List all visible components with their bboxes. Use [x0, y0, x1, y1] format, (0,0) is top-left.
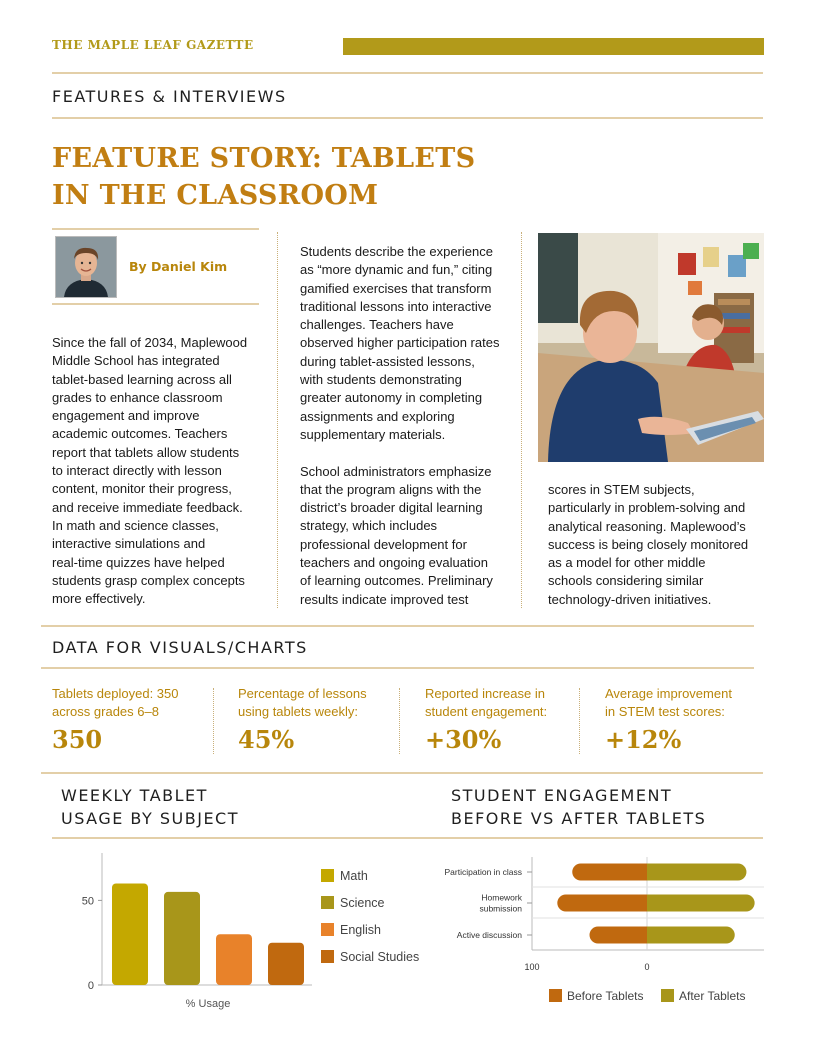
text-line: grades to enhance classroom	[52, 389, 223, 405]
text-line: observed higher participation rates	[300, 335, 500, 351]
stat-label: student engagement:	[425, 704, 548, 719]
bar-before	[639, 864, 647, 881]
bar-after	[647, 927, 655, 944]
text-line: and receive immediate feedback.	[52, 499, 243, 515]
text-line: professional development for	[300, 536, 467, 552]
text-line: technology-driven initiatives.	[548, 591, 712, 607]
text-line: Students describe the experience	[300, 244, 493, 259]
divider	[52, 72, 763, 74]
y-tick-label: 50	[81, 895, 94, 908]
legend-label: Social Studies	[340, 950, 420, 964]
text-line: as a model for other middle	[548, 555, 706, 571]
stat-card	[425, 685, 585, 754]
legend-swatch	[549, 989, 562, 1002]
divider	[52, 837, 763, 839]
category-label: Active discussion	[456, 930, 522, 940]
text-line: gamified exercises that transform	[300, 280, 492, 296]
x-axis-label: % Usage	[185, 998, 231, 1010]
bar-after	[647, 927, 735, 944]
headline	[52, 140, 475, 214]
stat-card	[605, 685, 765, 754]
stat-value: 45%	[238, 725, 295, 754]
chart-title	[61, 784, 239, 830]
text-line: during tablet-assisted lessons,	[300, 353, 475, 369]
x-tick-label: 0	[644, 962, 650, 972]
text-line: more effectively.	[52, 591, 146, 607]
text-line: academic outcomes. Teachers	[52, 426, 228, 442]
text-line: schools considering similar	[548, 573, 704, 589]
article-column-1	[52, 334, 267, 608]
category-label: Homework	[481, 892, 522, 903]
masthead: THE MAPLE LEAF GAZETTE	[52, 38, 254, 52]
text-line: School administrators emphasize	[300, 463, 492, 479]
article-column-2	[300, 243, 515, 609]
category-label: submission	[479, 903, 522, 914]
bar-after	[647, 895, 755, 912]
bar-after	[647, 895, 655, 912]
paragraph	[300, 463, 515, 609]
text-line: strategy, which includes	[300, 518, 438, 534]
bar-before	[639, 895, 647, 912]
text-line: results indicate improved test	[300, 591, 469, 607]
text-line: traditional lessons into interactive	[300, 298, 492, 314]
category-label: Participation in class	[444, 867, 522, 877]
divider	[41, 625, 754, 627]
stat-label: using tablets weekly:	[238, 704, 358, 719]
text-line: tablet-based learning across all	[52, 371, 232, 387]
bar	[112, 883, 148, 985]
divider	[52, 117, 763, 119]
text-line: greater autonomy in completing	[300, 390, 483, 406]
divider	[52, 228, 259, 230]
headline-line: FEATURE STORY: TABLETS	[52, 143, 476, 174]
y-tick-label: 0	[87, 980, 94, 992]
byline: By Daniel Kim	[129, 259, 228, 274]
section-label: FEATURES & INTERVIEWS	[52, 87, 287, 106]
bar-before	[572, 864, 647, 881]
chart-title-line: WEEKLY TABLET	[61, 786, 208, 805]
stat-label: Average improvement	[605, 686, 732, 701]
bar-after	[647, 864, 655, 881]
bar-before	[557, 895, 647, 912]
stat-label: across grades 6–8	[52, 704, 159, 719]
text-line: students grasp complex concepts	[52, 572, 245, 588]
stat-value: 350	[52, 725, 103, 754]
stat-value: +30%	[425, 725, 502, 754]
stat-card	[52, 685, 212, 754]
column-separator	[277, 232, 278, 608]
usage-bar-chart	[60, 845, 440, 1020]
legend-label: English	[340, 923, 381, 937]
stat-label: Tablets deployed: 350	[52, 686, 179, 701]
stat-label: Percentage of lessons	[238, 686, 367, 701]
bar-before	[590, 927, 648, 944]
chart-title-line: USAGE BY SUBJECT	[61, 809, 239, 828]
author-avatar	[55, 236, 117, 298]
text-line: scores in STEM subjects,	[548, 482, 695, 497]
legend-label: Math	[340, 869, 368, 883]
bar	[268, 943, 304, 985]
text-line: teachers and ongoing evaluation	[300, 555, 488, 571]
legend-label: After Tablets	[679, 989, 746, 1003]
stat-card	[238, 685, 398, 754]
text-line: as “more dynamic and fun,” citing	[300, 262, 493, 278]
legend-swatch	[321, 869, 334, 882]
bar	[164, 892, 200, 985]
text-line: district’s broader digital learning	[300, 500, 483, 516]
text-line: that the program aligns with the	[300, 481, 482, 497]
text-line: Since the fall of 2034, Maplewood	[52, 335, 248, 350]
text-line: to interact directly with lesson	[52, 463, 222, 479]
text-line: challenges. Teachers have	[300, 317, 454, 333]
chart-title-line: BEFORE VS AFTER TABLETS	[451, 809, 707, 828]
text-line: with students demonstrating	[300, 372, 462, 388]
divider	[52, 303, 259, 305]
chart-title	[451, 784, 706, 830]
text-line: In math and science classes,	[52, 517, 219, 533]
bar-after	[647, 864, 746, 881]
column-separator	[521, 232, 522, 608]
article-column-3	[548, 481, 763, 609]
chart-title-line: STUDENT ENGAGEMENT	[451, 786, 673, 805]
data-section-label: DATA FOR VISUALS/CHARTS	[52, 638, 308, 657]
bar-before	[639, 927, 647, 944]
legend-swatch	[321, 950, 334, 963]
engagement-diverging-chart	[420, 845, 780, 1015]
legend-label: Before Tablets	[567, 989, 644, 1003]
masthead-bar	[343, 38, 764, 55]
paragraph	[300, 243, 515, 444]
headline-line: IN THE CLASSROOM	[52, 180, 379, 211]
stat-label: in STEM test scores:	[605, 704, 725, 719]
text-line: analytical reasoning. Maplewood’s	[548, 518, 746, 534]
classroom-photo	[538, 233, 764, 462]
text-line: interactive simulations and	[52, 536, 206, 552]
text-line: engagement and improve	[52, 408, 200, 424]
stat-separator	[579, 688, 580, 754]
legend-label: Science	[340, 896, 385, 910]
stat-value: +12%	[605, 725, 682, 754]
legend-swatch	[661, 989, 674, 1002]
text-line: Middle School has integrated	[52, 353, 220, 369]
text-line: assignments and exploring	[300, 408, 455, 424]
divider	[41, 667, 754, 669]
text-line: of learning outcomes. Preliminary	[300, 573, 493, 589]
stat-separator	[213, 688, 214, 754]
legend-swatch	[321, 896, 334, 909]
text-line: content, monitor their progress,	[52, 481, 232, 497]
text-line: supplementary materials.	[300, 426, 446, 442]
text-line: success is being closely monitored	[548, 536, 749, 552]
bar	[216, 934, 252, 985]
legend-swatch	[321, 923, 334, 936]
stat-separator	[399, 688, 400, 754]
text-line: report that tablets allow students	[52, 444, 240, 460]
text-line: particularly in problem-solving and	[548, 500, 746, 516]
divider	[41, 772, 763, 774]
stat-label: Reported increase in	[425, 686, 545, 701]
x-tick-label: 100	[524, 962, 540, 972]
text-line: real-time quizzes have helped	[52, 554, 225, 570]
